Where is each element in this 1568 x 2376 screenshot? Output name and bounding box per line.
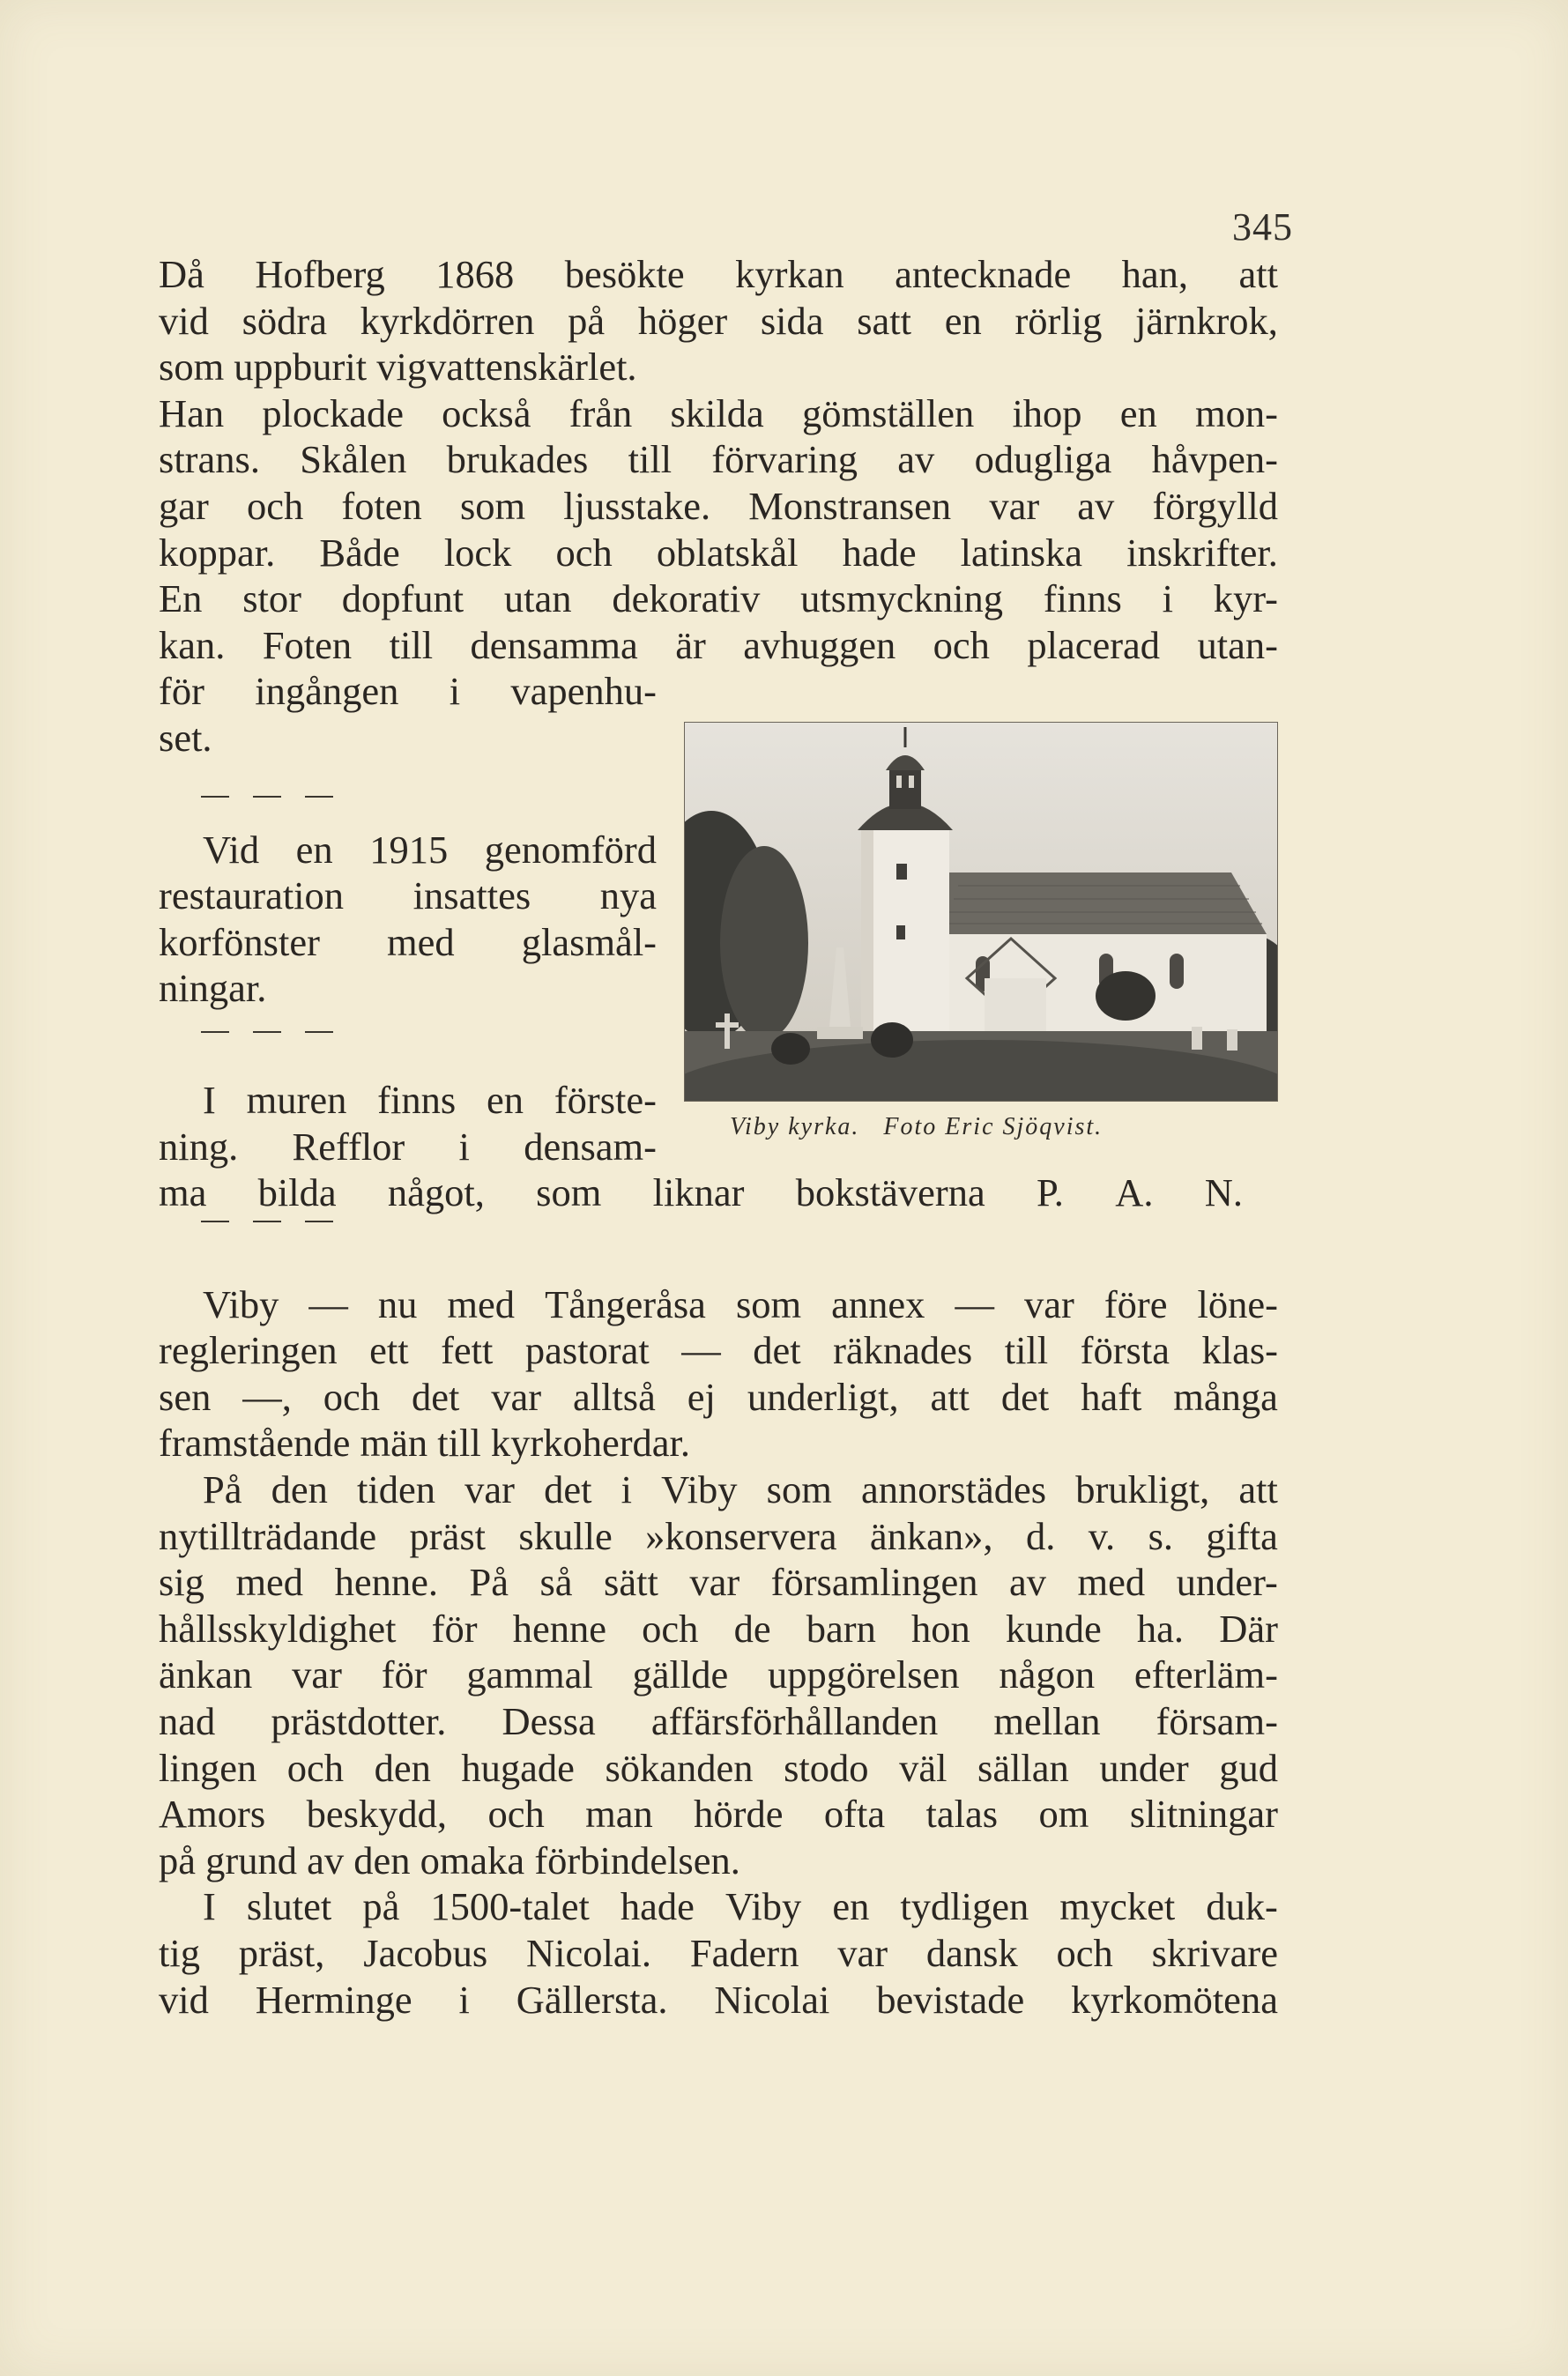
- text-line: koppar. Både lock och oblatskål hade latinska inskrifter.: [159, 530, 1278, 575]
- body-text: [159, 251, 1278, 2023]
- text-line: Amors beskydd, och man hörde ofta talas om slitningar: [159, 1792, 1278, 1837]
- text-line: strans. Skålen brukades till förvaring av odugliga håvpen-: [159, 437, 1278, 482]
- text-line: ning. Refflor i densam-: [159, 1124, 657, 1169]
- text-line: kan. Foten till densamma är avhuggen och placerad utan-: [159, 622, 1278, 667]
- text-line: En stor dopfunt utan dekorativ utsmyckning finns i kyr-: [159, 576, 1278, 621]
- text-line: tig präst, Jacobus Nicolai. Fadern var dansk och skrivare: [159, 1931, 1278, 1975]
- text-line: gar och foten som ljusstake. Monstransen var av förgylld: [159, 483, 1278, 528]
- text-line: ningar.: [159, 966, 267, 1011]
- text-line: ma bilda något, som liknar bokstäverna P. A. N.: [159, 1170, 1243, 1215]
- text-line: I slutet på 1500-talet hade Viby en tydligen mycket duk-: [203, 1884, 1278, 1929]
- page-number: 345: [1232, 205, 1293, 249]
- text-line: Vid en 1915 genomförd: [203, 827, 657, 872]
- text-line: på grund av den omaka förbindelsen.: [159, 1838, 740, 1882]
- section-separator: [201, 1031, 333, 1033]
- text-line: set.: [159, 715, 212, 760]
- text-line: som uppburit vigvattenskärlet.: [159, 345, 637, 390]
- text-line: nad prästdotter. Dessa affärsförhållanden mellan försam-: [159, 1699, 1278, 1744]
- text-line: sig med henne. På så sätt var församlingen av med under-: [159, 1560, 1278, 1605]
- text-line: framstående män till kyrkoherdar.: [159, 1421, 691, 1466]
- text-line: sen —, och det var alltså ej underligt, att det haft många: [159, 1374, 1278, 1419]
- section-separator: [201, 1221, 333, 1222]
- text-line: I muren finns en förste-: [203, 1077, 657, 1122]
- text-line: regleringen ett fett pastorat — det räknades till första klas-: [159, 1328, 1278, 1373]
- text-line: korfönster med glasmål-: [159, 919, 657, 964]
- section-separator: [201, 796, 333, 798]
- text-line: hållsskyldighet för henne och de barn hon kunde ha. Där: [159, 1606, 1278, 1651]
- text-line: lingen och den hugade sökanden stodo väl sällan under gud: [159, 1745, 1278, 1790]
- text-line: änkan var för gammal gällde uppgörelsen någon efterläm-: [159, 1652, 1278, 1697]
- text-line: vid södra kyrkdörren på höger sida satt en rörlig järnkrok,: [159, 298, 1278, 343]
- church-photo: [684, 722, 1278, 1102]
- text-line: Viby — nu med Tångeråsa som annex — var före löne-: [203, 1281, 1278, 1326]
- text-line: för ingången i vapenhu-: [159, 669, 657, 714]
- text-line: Han plockade också från skilda gömställen ihop en mon-: [159, 390, 1278, 435]
- text-line: restauration insattes nya: [159, 873, 657, 918]
- text-line: vid Herminge i Gällersta. Nicolai bevistade kyrkomötena: [159, 1977, 1278, 2022]
- text-line: På den tiden var det i Viby som annorstädes brukligt, att: [203, 1467, 1278, 1512]
- photo-caption: Viby kyrka. Foto Eric Sjöqvist.: [730, 1113, 1104, 1140]
- text-line: Då Hofberg 1868 besökte kyrkan antecknade han, att: [159, 252, 1278, 296]
- text-line: nytillträdande präst skulle »konservera änkan», d. v. s. gifta: [159, 1513, 1278, 1558]
